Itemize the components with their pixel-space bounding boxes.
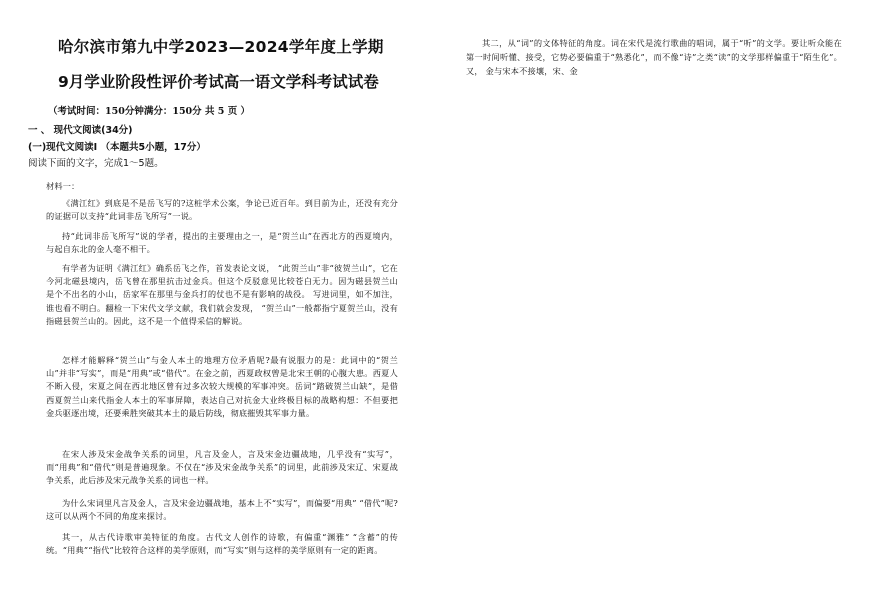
paragraph-6: 为什么宋词里凡言及金人，言及宋金边疆战地，基本上不“实写”，而偏要“用典” “借代”呢?这可以从两个不同的角度来探讨。 <box>46 498 398 522</box>
paragraph-3: 有学者为证明《满江红》确系岳飞之作，首发表论文说， “此贺兰山”非“彼贺兰山”，它在今河北磁县境内，岳飞曾在那里抗击过金兵。但这个反驳意见比较苍白无力。因为磁县贺兰山是个不出名的小山，岳家军在那里与金兵打的仗也不是有影响的战役。 写进词里，如不加注，谁也看不明白。翻检一下宋代文学文献，我们就会发现， “贺兰山”一般都指宁夏贺兰山，没有指磁县贺兰山的。因此，这不是一个值得采信的解说。 <box>46 263 398 326</box>
sub-section-heading: (一)现代文阅读I （本题共5小题，17分） <box>28 142 206 153</box>
section-heading: 一 、 现代文阅读(34分) <box>28 125 133 136</box>
paragraph-7: 其一，从古代诗歌审美特征的角度。古代文人创作的诗歌，有偏重“渊雅” “含蓄”的传统。“用典”“指代”比较符合这样的美学原则，而“写实”则与这样的美学原则有一定的距离。 <box>46 532 398 556</box>
exam-title-line1: 哈尔滨市第九中学2023—2024学年度上学期 <box>58 38 384 56</box>
exam-info: （考试时间：150分钟满分：150分 共 5 页 ） <box>48 106 251 117</box>
paragraph-2: 持“此词非岳飞所写”说的学者，提出的主要理由之一，是“贺兰山”在西北方的西夏境内，与起自东北的金人毫不相干。 <box>46 231 398 255</box>
instruction: 阅读下面的文字，完成1～5题。 <box>28 158 164 169</box>
right-column-paragraph: 其二，从“词”的文体特征的角度。词在宋代是流行歌曲的唱词，属于“听”的文学。要让听众能在第一时间听懂、接受，它势必要偏重于“熟悉化”，而不像“诗”之类“读”的文学那样偏重于“陌生化”。又， 金与宋本不接壤，宋、金 <box>466 38 842 76</box>
paragraph-1: 《满江红》到底是不是岳飞写的?这桩学术公案，争论已近百年。到目前为止，还没有充分的证据可以支持“此词非岳飞所写”一说。 <box>46 198 398 222</box>
material-label: 材料一： <box>46 181 80 191</box>
paragraph-5: 在宋人涉及宋金战争关系的词里，凡言及金人，言及宋金边疆战地，几乎没有“实写”，而“用典”和“借代”则是普遍现象。不仅在“涉及宋金战争关系”的词里，此前涉及宋辽、宋夏战争关系，此后涉及宋元战争关系的词也一样。 <box>46 449 398 486</box>
paragraph-4: 怎样才能解释“贺兰山”与金人本土的地理方位矛盾呢?最有说服力的是：此词中的“贺兰山”并非“写实”，而是“用典”或“借代”。在金之前，西夏政权曾是北宋王朝的心腹大患。西夏人不断入侵，宋夏之间在西北地区曾有过多次较大规模的军事冲突。岳词“踏破贺兰山缺”，是借西夏贺兰山来代指金人本土的军事屏障，表达自己对抗金大业终极目标的战略构想：不但要把金兵驱逐出境，还要乘胜突破其本土的最后防线，彻底摧毁其军事力量。 <box>46 355 398 418</box>
exam-title-line2: 9月学业阶段性评价考试高一语文学科考试试卷 <box>58 73 379 91</box>
